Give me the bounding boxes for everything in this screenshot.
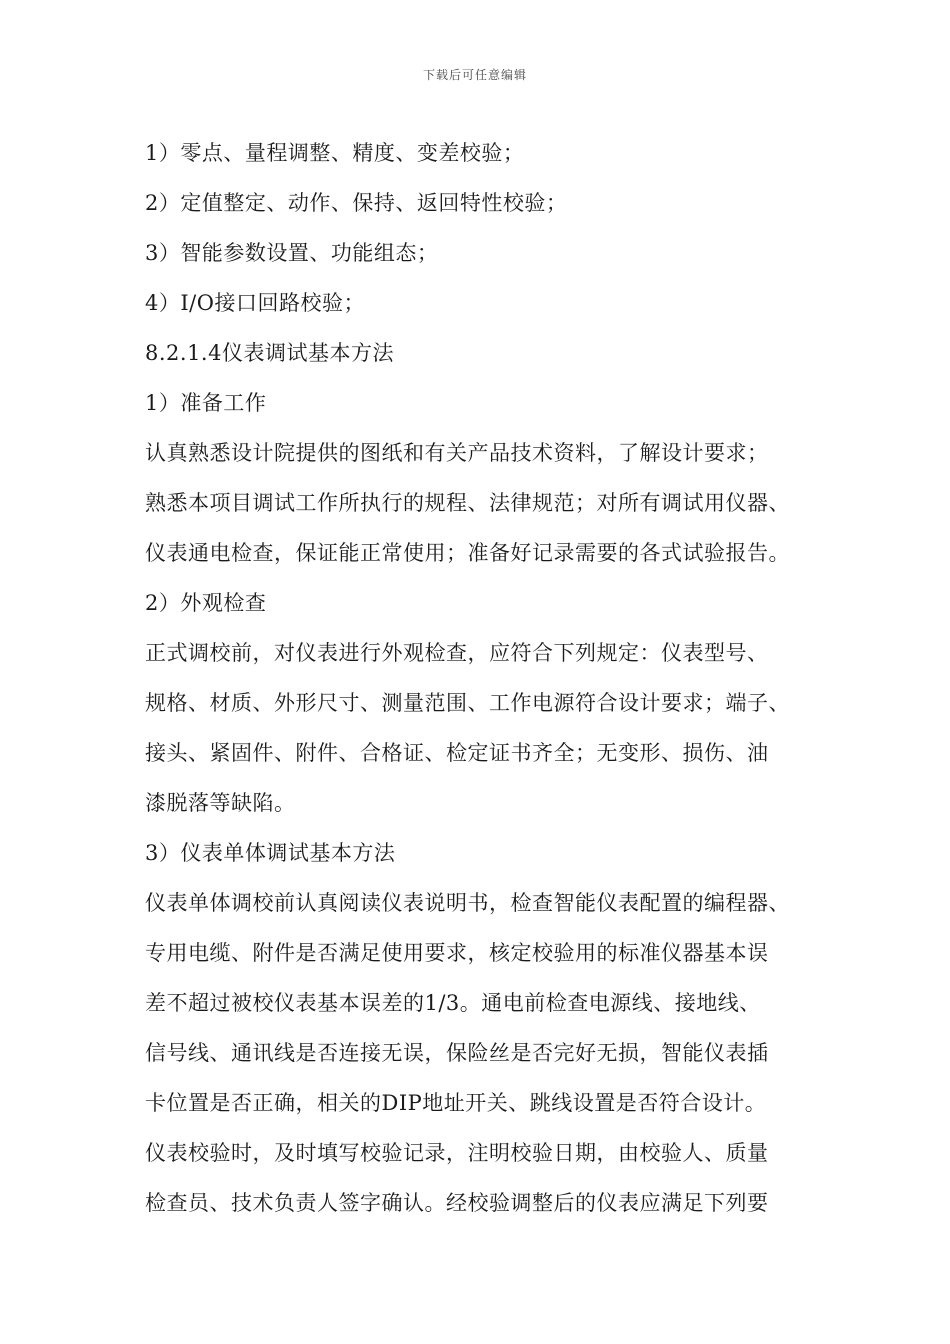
paragraph-line: 规格、材质、外形尺寸、测量范围、工作电源符合设计要求；端子、 [145,691,790,715]
paragraph-line: 仪表通电检查，保证能正常使用；准备好记录需要的各式试验报告。 [145,541,790,565]
paragraph-line: 差不超过被校仪表基本误差的1/3。通电前检查电源线、接地线、 [145,991,761,1015]
subheading-preparation: 1）准备工作 [145,391,267,415]
section-heading: 8.2.1.4仪表调试基本方法 [145,341,394,365]
document-body [145,128,835,1228]
paragraph-line: 漆脱落等缺陷。 [145,791,296,815]
list-item-setpoint-calibration: 2）定值整定、动作、保持、返回特性校验； [145,191,568,215]
paragraph-line: 认真熟悉设计院提供的图纸和有关产品技术资料，了解设计要求； [145,441,769,465]
paragraph-line: 专用电缆、附件是否满足使用要求，核定校验用的标准仪器基本误 [145,941,769,965]
paragraph-line: 信号线、通讯线是否连接无误，保险丝是否完好无损，智能仪表插 [145,1041,769,1065]
page-header: 下载后可任意编辑 [422,68,527,82]
list-item-smart-parameter-setup: 3）智能参数设置、功能组态； [145,241,439,265]
paragraph-line: 正式调校前，对仪表进行外观检查，应符合下列规定：仪表型号、 [145,641,769,665]
subheading-visual-inspection: 2）外观检查 [145,591,267,615]
paragraph-line: 仪表校验时，及时填写校验记录，注明校验日期，由校验人、质量 [145,1141,769,1165]
list-item-io-loop-check: 4）I/O接口回路校验； [145,291,365,315]
paragraph-line: 检查员、技术负责人签字确认。经校验调整后的仪表应满足下列要 [145,1191,769,1215]
list-item-zero-range-calibration: 1）零点、量程调整、精度、变差校验； [145,141,525,165]
paragraph-line: 卡位置是否正确，相关的DIP地址开关、跳线设置是否符合设计。 [145,1091,767,1115]
subheading-single-instrument-debug: 3）仪表单体调试基本方法 [145,841,396,865]
paragraph-line: 仪表单体调校前认真阅读仪表说明书，检查智能仪表配置的编程器、 [145,891,790,915]
paragraph-line: 熟悉本项目调试工作所执行的规程、法律规范；对所有调试用仪器、 [145,491,790,515]
paragraph-line: 接头、紧固件、附件、合格证、检定证书齐全；无变形、损伤、油 [145,741,769,765]
